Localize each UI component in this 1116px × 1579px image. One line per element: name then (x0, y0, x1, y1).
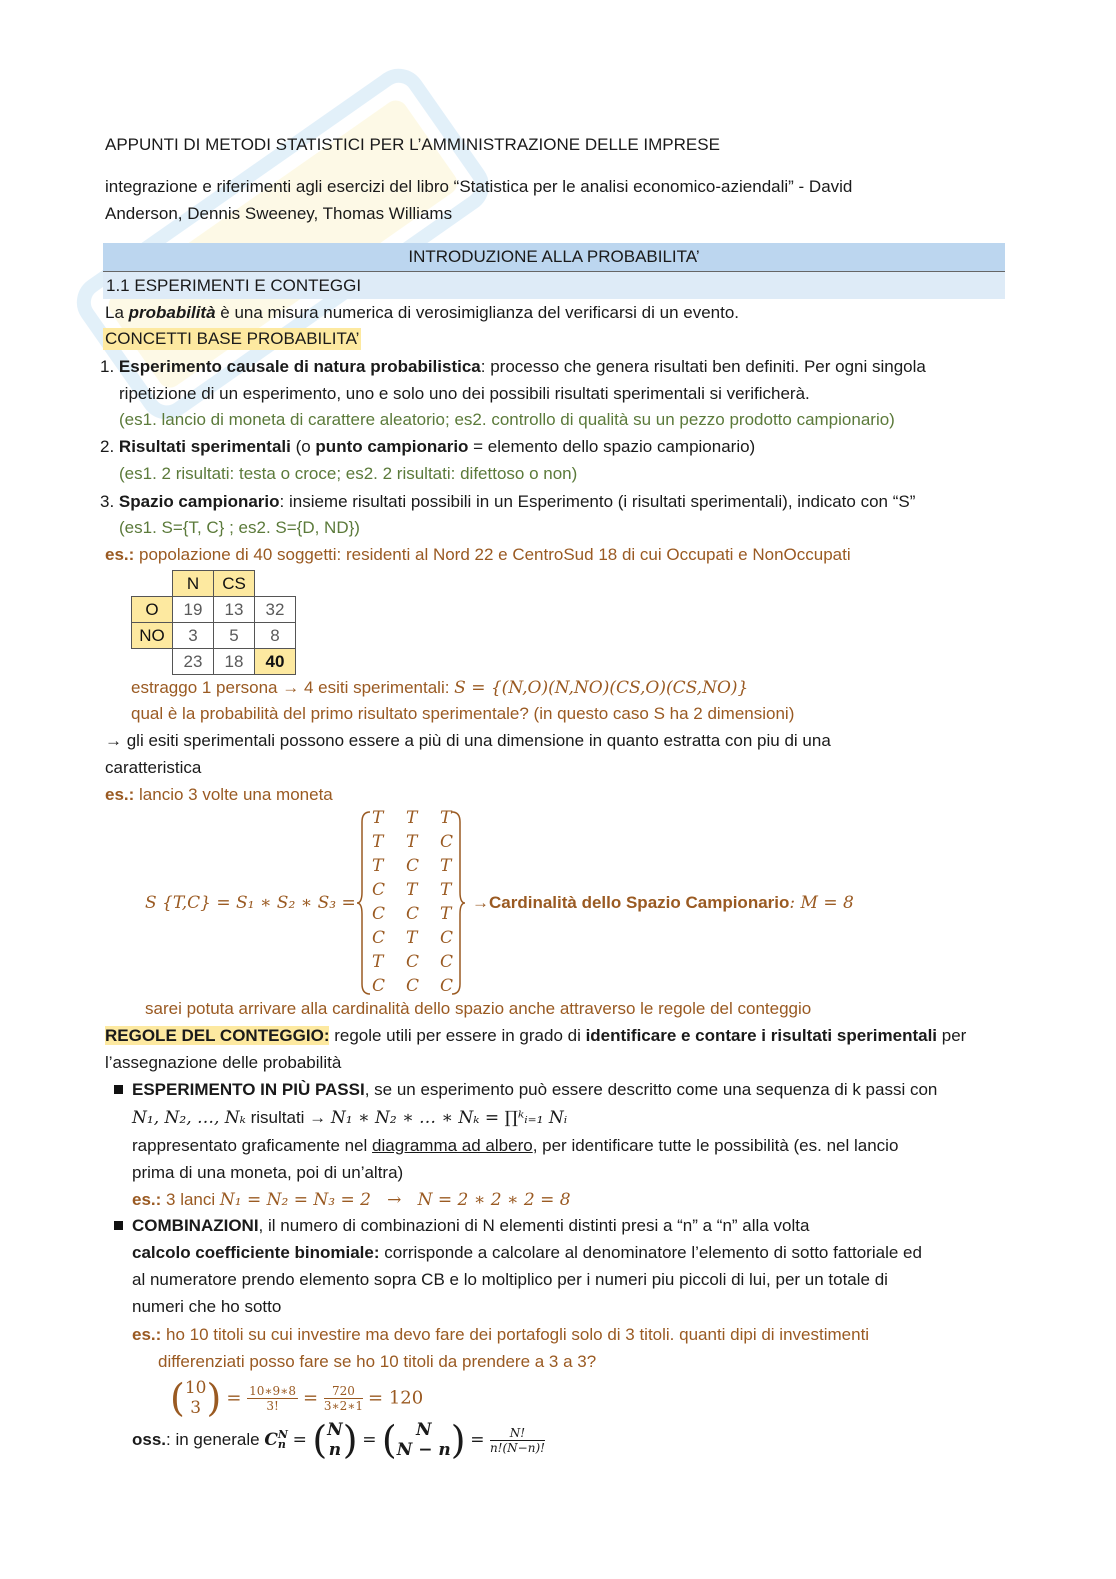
matrix-cell: T (372, 952, 384, 972)
section-subtitle: 1.1 ESPERIMENTI E CONTEGGI (106, 276, 362, 295)
bullet1-line4: prima di una moneta, poi di un’altra) (132, 1163, 404, 1182)
probability-term: probabilità (128, 303, 216, 322)
example1-question: qual è la probabilità del primo risultato sperimentale? (in questo caso S ha 2 dimensioni) (131, 704, 795, 723)
concetti-item-1-line1: 1. Esperimento causale di natura probabilistica: processo che genera risultati ben definiti. Per ogni singola (100, 357, 926, 376)
intro-paragraph: La probabilità è una misura numerica di verosimiglianza del verificarsi di un evento. (105, 303, 740, 322)
bullet2-line4: numeri che ho sotto (132, 1297, 282, 1316)
concetti-item-2-line1: 2. Risultati sperimentali (o punto campionario = elemento dello spazio campionario) (100, 437, 756, 456)
matrix-cell: C (372, 976, 386, 996)
bullet2-example-line1: es.: ho 10 titoli su cui investire ma devo fare dei portafogli solo di 3 titoli. quanti dipi di investimenti (132, 1325, 870, 1344)
bullet2-line2: calcolo coefficiente binomiale: corrisponde a calcolare al denominatore l’elemento di sotto fattoriale ed (132, 1243, 922, 1262)
section-title: INTRODUZIONE ALLA PROBABILITA’ (408, 247, 700, 266)
bullet2-line3: al numeratore prendo elemento sopra CB e lo moltiplico per i numeri piu piccoli di lui, per un totale di (132, 1270, 888, 1289)
col-header-cs: CS (214, 571, 255, 597)
concetti-item-1-line2: ripetizione di un esperimento, uno e solo uno dei possibili risultati sperimentali si verificherà. (119, 384, 810, 403)
binomial-formula: ( 10 3 ) = $\frac{10∗9∗8}{3!}$ = $\frac{720}{3∗2∗1}$ = 120 (170, 1376, 424, 1420)
total-cell: 40 (255, 649, 296, 675)
bullet1-line3: rappresentato graficamente nel diagramma ad albero, per identificare tutte le possibilità (es. nel lancio (132, 1136, 899, 1155)
example1-estraggo: estraggo 1 persona → 4 esiti sperimentali: S = {(N,O)(N,NO)(CS,O)(CS,NO)} (131, 678, 749, 698)
contingency-table: N CS O 19 13 32 NO 3 5 8 23 18 40 (131, 570, 296, 675)
matrix-cell: T (440, 880, 452, 900)
sample-space-lhs: S {T,C} = S₁ ∗ S₂ ∗ S₃ = (145, 893, 356, 913)
matrix-cell: C (406, 856, 420, 876)
concetti-item-3-line1: 3. Spazio campionario: insieme risultati possibili in un Esperimento (i risultati sperimentali), indicato con “S” (100, 492, 916, 511)
bullet-square-icon (114, 1221, 123, 1230)
matrix-cell: C (440, 832, 454, 852)
document-title: APPUNTI DI METODI STATISTICI PER L’AMMINISTRAZIONE DELLE IMPRESE (105, 135, 720, 154)
example1-line: es.: popolazione di 40 soggetti: residenti al Nord 22 e CentroSud 18 di cui Occupati e NonOccupati (105, 545, 851, 564)
concetti-item-2-example: (es1. 2 risultati: testa o croce; es2. 2 risultati: difettoso o non) (119, 464, 578, 483)
matrix-cell: C (406, 904, 420, 924)
concetti-item-3-example: (es1. S={T, C} ; es2. S={D, ND}) (119, 518, 360, 537)
matrix-cell: C (372, 904, 386, 924)
bullet2-example-line2: differenziati posso fare se ho 10 titoli da prendere a 3 a 3? (158, 1352, 597, 1371)
oss-formula: oss.: in generale C N n = ( N n ) = ( N N − n ) = $\frac{N!}{n!(N-n)!}$ (132, 1418, 545, 1462)
matrix-cell: C (372, 880, 386, 900)
section-title-bar (103, 243, 1005, 272)
bullet1-line2: N₁, N₂, …, Nₖ risultati → N₁ ∗ N₂ ∗ … ∗ Nₖ = ∏ᵏᵢ₌₁ Nᵢ (132, 1108, 568, 1128)
matrix-cell: C (440, 928, 454, 948)
matrix-cell: T (372, 808, 384, 828)
section-subtitle-bar (103, 272, 1005, 299)
matrix-cell: C (440, 952, 454, 972)
col-header-n: N (173, 571, 214, 597)
bullet-square-icon (114, 1085, 123, 1094)
matrix-cell: T (406, 928, 418, 948)
matrix-cell: C (440, 976, 454, 996)
concetti-heading: CONCETTI BASE PROBABILITA’ (105, 329, 360, 348)
bullet1-line1: ESPERIMENTO IN PIÙ PASSI, se un esperimento può essere descritto come una sequenza di k passi con (132, 1080, 938, 1099)
bullet1-example: es.: 3 lanci N₁ = N₂ = N₃ = 2 → N = 2 ∗ 2 ∗ 2 = 8 (132, 1190, 571, 1210)
matrix-cell: T (406, 808, 418, 828)
row-header-o: O (132, 597, 173, 623)
example2-line: es.: lancio 3 volte una moneta (105, 785, 333, 804)
matrix-cell: C (406, 952, 420, 972)
example2-after: sarei potuta arrivare alla cardinalità dello spazio anche attraverso le regole del conteggio (145, 999, 812, 1018)
regole-line1: REGOLE DEL CONTEGGIO: regole utili per essere in grado di identificare e contare i risultati sperimentali per (105, 1026, 967, 1045)
matrix-cell: C (372, 928, 386, 948)
cardinality-line: →Cardinalità dello Spazio Campionario: M = 8 (472, 893, 854, 913)
matrix-cell: T (440, 808, 452, 828)
matrix-cell: T (406, 880, 418, 900)
regole-line2: l’assegnazione delle probabilità (105, 1053, 342, 1072)
note1-line2: caratteristica (105, 758, 202, 777)
matrix-cell: C (406, 976, 420, 996)
document-subtitle-line2: Anderson, Dennis Sweeney, Thomas Williams (105, 204, 453, 223)
regole-heading: REGOLE DEL CONTEGGIO: (105, 1026, 330, 1045)
row-header-no: NO (132, 623, 173, 649)
matrix-cell: T (372, 832, 384, 852)
matrix-cell: T (440, 856, 452, 876)
matrix-cell: T (440, 904, 452, 924)
note1-line1: → gli esiti sperimentali possono essere a più di una dimensione in quanto estratta con piu di una (105, 731, 831, 750)
matrix-cell: T (406, 832, 418, 852)
matrix-cell: T (372, 856, 384, 876)
bullet2-line1: COMBINAZIONI, il numero di combinazioni di N elementi distinti presi a “n” a “n” alla volta (132, 1216, 810, 1235)
concetti-item-1-example: (es1. lancio di moneta di carattere aleatorio; es2. controllo di qualità su un pezzo prodotto campionario) (119, 410, 895, 429)
document-subtitle-line1: integrazione e riferimenti agli esercizi del libro “Statistica per le analisi economico-aziendali” - David (105, 177, 853, 196)
